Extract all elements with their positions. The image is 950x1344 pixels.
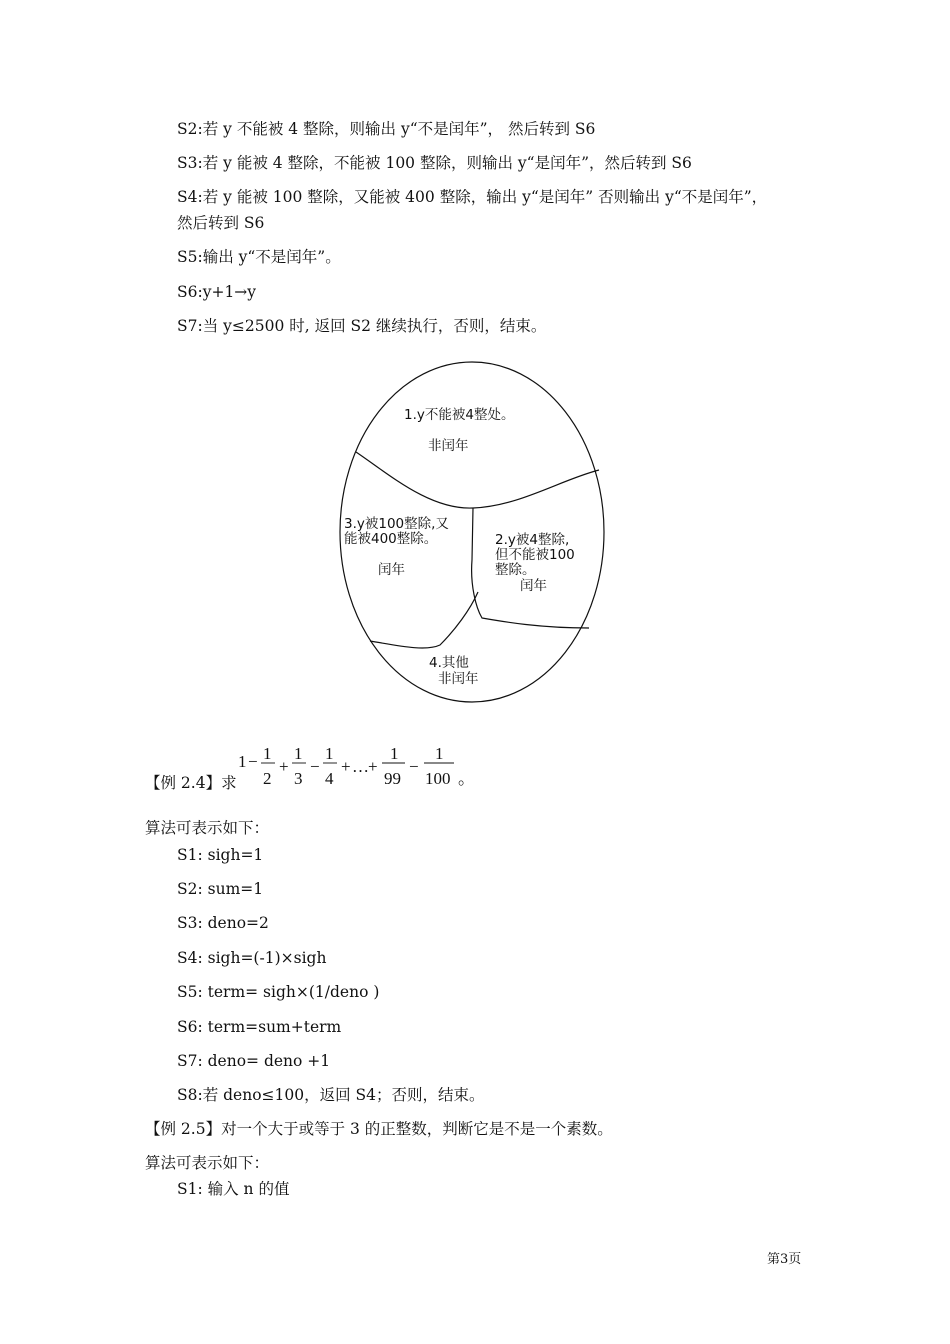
region2-line3: 整除。 bbox=[495, 562, 536, 578]
svg-text:+: + bbox=[279, 757, 289, 776]
svg-text:+: + bbox=[341, 757, 351, 776]
svg-text:−: − bbox=[248, 752, 258, 771]
algo-step-s1: S1: sigh=1 bbox=[177, 846, 264, 864]
svg-text:−: − bbox=[409, 757, 419, 776]
denominator-5: 100 bbox=[425, 769, 451, 788]
region1-title: 1.y不能被4整处。 bbox=[404, 407, 515, 423]
step-s2: S2:若 y 不能被 4 整除，则输出 y“不是闰年”， 然后转到 S6 bbox=[177, 120, 596, 138]
prime-step-s1: S1: 输入 n 的值 bbox=[177, 1180, 290, 1198]
numerator-4: 1 bbox=[390, 744, 399, 763]
denominator-1: 2 bbox=[263, 769, 272, 788]
region2-result: 闰年 bbox=[520, 578, 547, 594]
algo-step-s6: S6: term=sum+term bbox=[177, 1018, 342, 1036]
series-formula bbox=[232, 742, 475, 792]
numerator-5: 1 bbox=[435, 744, 444, 763]
region2-line1: 2.y被4整除, bbox=[495, 532, 570, 548]
algo-step-s7: S7: deno= deno +1 bbox=[177, 1052, 331, 1070]
divider-left-bottom bbox=[370, 592, 478, 648]
denominator-4: 99 bbox=[384, 769, 401, 788]
example-2-4-label: 【例 2.4】求 bbox=[145, 774, 237, 792]
algorithm-intro-1: 算法可表示如下： bbox=[145, 819, 270, 837]
algorithm-intro-2: 算法可表示如下： bbox=[145, 1154, 270, 1172]
denominator-3: 4 bbox=[325, 769, 334, 788]
region3-result: 闰年 bbox=[378, 562, 405, 578]
leap-year-diagram bbox=[330, 360, 620, 710]
formula-ellipsis: … bbox=[352, 757, 369, 776]
svg-text:−: − bbox=[310, 757, 320, 776]
numerator-1: 1 bbox=[263, 744, 272, 763]
step-s4: S4:若 y 能被 100 整除，又能被 400 整除，输出 y“是闰年” 否则输出 y“不是闰年”， bbox=[177, 188, 768, 206]
region2-line2: 但不能被100 bbox=[495, 547, 575, 563]
denominator-2: 3 bbox=[294, 769, 303, 788]
example-2-5: 【例 2.5】对一个大于或等于 3 的正整数，判断它是不是一个素数。 bbox=[145, 1120, 613, 1138]
region3-line2: 能被400整除。 bbox=[344, 531, 438, 547]
algo-step-s8: S8:若 deno≤100，返回 S4；否则，结束。 bbox=[177, 1086, 485, 1104]
numerator-3: 1 bbox=[325, 744, 334, 763]
region4-title: 4.其他 bbox=[429, 655, 469, 671]
divider-top bbox=[356, 452, 599, 508]
step-s7: S7:当 y≤2500 时, 返回 S2 继续执行，否则，结束。 bbox=[177, 317, 547, 335]
region1-result: 非闰年 bbox=[428, 438, 469, 454]
step-s5: S5:输出 y“不是闰年”。 bbox=[177, 248, 341, 266]
formula-tail: 。 bbox=[458, 769, 475, 788]
step-s4-continued: 然后转到 S6 bbox=[177, 214, 265, 232]
formula-lead: 1 bbox=[238, 752, 247, 771]
region4-result: 非闰年 bbox=[438, 671, 479, 687]
algo-step-s2: S2: sum=1 bbox=[177, 880, 264, 898]
numerator-2: 1 bbox=[294, 744, 303, 763]
algo-step-s5: S5: term= sigh×(1/deno ) bbox=[177, 983, 380, 1001]
algo-step-s3: S3: deno=2 bbox=[177, 914, 269, 932]
svg-text:+: + bbox=[368, 757, 378, 776]
region3-line1: 3.y被100整除,又 bbox=[344, 516, 449, 532]
page-number: 第3页 bbox=[767, 1252, 802, 1267]
step-s6: S6:y+1→y bbox=[177, 283, 257, 301]
step-s3: S3:若 y 能被 4 整除，不能被 100 整除，则输出 y“是闰年”，然后转到 S6 bbox=[177, 154, 692, 172]
algo-step-s4: S4: sigh=(-1)×sigh bbox=[177, 949, 327, 967]
